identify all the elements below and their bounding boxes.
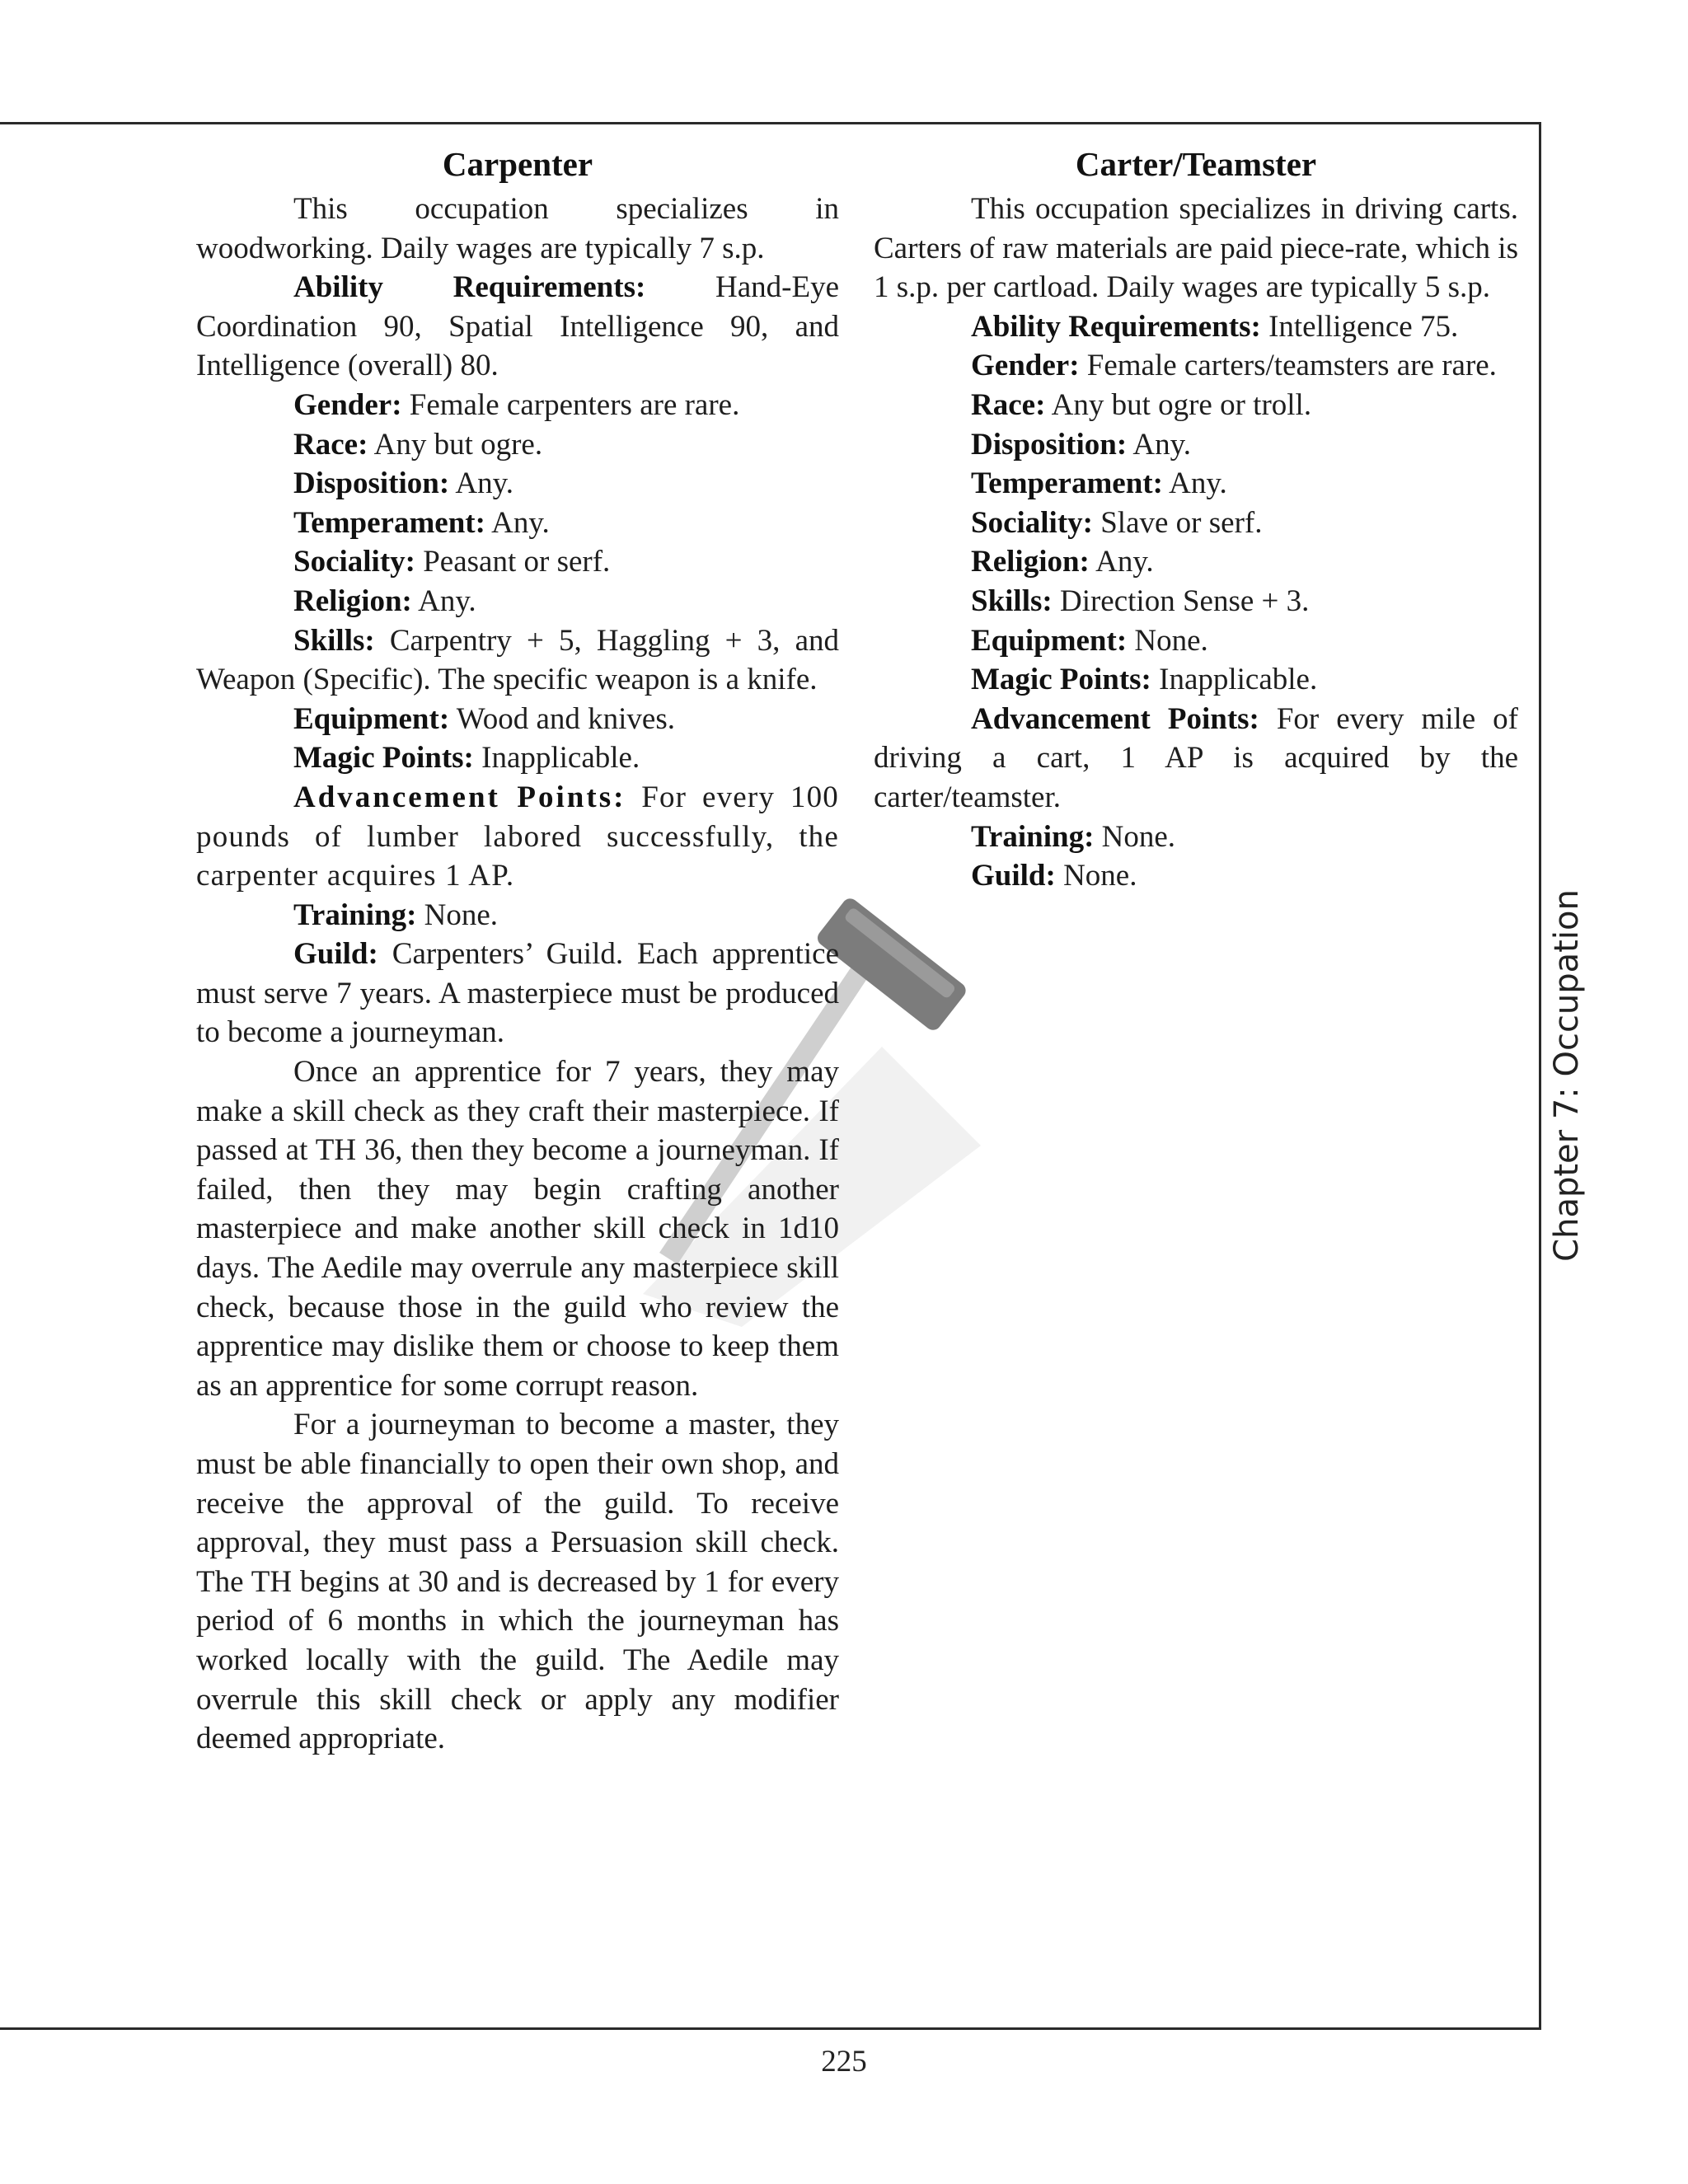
- disposition-label: Disposition:: [971, 427, 1128, 462]
- gender-label: Gender:: [293, 387, 402, 422]
- carpenter-equipment: Equipment: Wood and knives.: [293, 701, 675, 736]
- magic-label: Magic Points:: [971, 663, 1151, 697]
- guild-label: Guild:: [971, 859, 1056, 893]
- carter-ability: Ability Requirements: Intelligence 75.: [971, 309, 1459, 344]
- carpenter-section: [196, 142, 839, 1759]
- carpenter-advancement: Advancement Points: For every 100 pounds of lumber labored successfully, the carpenter acquires 1 AP.: [196, 780, 839, 893]
- ability-label: Ability Requirements:: [293, 270, 646, 305]
- page-number: 225: [821, 2045, 867, 2079]
- carter-skills: Skills: Direction Sense + 3.: [971, 583, 1310, 618]
- carpenter-gender: Gender: Female carpenters are rare.: [293, 387, 740, 422]
- carpenter-guild: Guild: Carpenters’ Guild. Each apprentice must serve 7 years. A masterpiece must be produced to become a journeyman.: [196, 937, 840, 1050]
- carter-intro: This occupation specializes in driving carts. Carters of raw materials are paid piece-rate, which is 1 s.p. per cartload. Daily wages are typically 5 s.p.: [874, 192, 1518, 305]
- disposition-label: Disposition:: [293, 466, 450, 501]
- carter-disposition: Disposition: Any.: [971, 427, 1191, 462]
- carter-title: Carter/Teamster: [1075, 145, 1317, 183]
- carter-magic: Magic Points: Inapplicable.: [971, 663, 1318, 697]
- carpenter-title: Carpenter: [442, 145, 593, 183]
- carpenter-temperament: Temperament: Any.: [293, 505, 550, 540]
- carpenter-ability: Ability Requirements: Hand-Eye Coordination 90, Spatial Intelligence 90, and Intelligence (overall) 80.: [196, 270, 840, 383]
- chapter-side-tab-label: Chapter 7: Occupation: [1548, 889, 1586, 1262]
- carter-race: Race: Any but ogre or troll.: [971, 387, 1312, 422]
- carpenter-master-paragraph: For a journeyman to become a master, they must be able financially to open their own shop, and receive the approval of the guild. To receive approval, they must pass a Persuasion skill check. The TH begins at 30 and is decreased by 1 for every period of 6 months in which the journeyman has worked locally with the guild. The Aedile may overrule this skill check or apply any modifier deemed appropriate.: [196, 1408, 839, 1756]
- page-frame-top-rule: [0, 122, 1541, 124]
- carter-religion: Religion: Any.: [971, 545, 1154, 579]
- sociality-label: Sociality:: [971, 505, 1093, 540]
- carpenter-magic: Magic Points: Inapplicable.: [293, 741, 640, 776]
- race-label: Race:: [293, 427, 368, 462]
- magic-label: Magic Points:: [293, 741, 474, 776]
- carpenter-sociality: Sociality: Peasant or serf.: [293, 545, 611, 579]
- carter-sociality: Sociality: Slave or serf.: [971, 505, 1263, 540]
- page-frame-right-rule: [1539, 122, 1541, 2030]
- carter-guild: Guild: None.: [971, 859, 1137, 893]
- carpenter-training: Training: None.: [293, 898, 499, 932]
- carpenter-intro: This occupation specializes in woodworking. Daily wages are typically 7 s.p.: [196, 192, 839, 265]
- temperament-label: Temperament:: [293, 505, 485, 540]
- carpenter-apprentice-paragraph: Once an apprentice for 7 years, they may make a skill check as they craft their masterpiece. If passed at TH 36, then they become a journeyman. If failed, then they may begin crafting another masterpiece and make another skill check in 1d10 days. The Aedile may overrule any masterpiece skill check, because those in the guild who review the apprentice may dislike them or choose to keep them as an apprentice for some corrupt reason.: [196, 1055, 839, 1403]
- carpenter-skills: Skills: Carpentry + 5, Haggling + 3, and Weapon (Specific). The specific weapon is a knife.: [196, 623, 839, 697]
- equipment-label: Equipment:: [293, 701, 450, 736]
- carter-advancement: Advancement Points: For every mile of driving a cart, 1 AP is acquired by the carter/teamster.: [874, 701, 1518, 814]
- carpenter-race: Race: Any but ogre.: [293, 427, 543, 462]
- skills-label: Skills:: [971, 583, 1053, 618]
- religion-label: Religion:: [971, 545, 1090, 579]
- carter-gender: Gender: Female carters/teamsters are rare.: [971, 349, 1497, 383]
- carpenter-religion: Religion: Any.: [293, 583, 476, 618]
- training-label: Training:: [293, 898, 417, 932]
- training-label: Training:: [971, 819, 1095, 854]
- carter-temperament: Temperament: Any.: [971, 466, 1227, 501]
- temperament-label: Temperament:: [971, 466, 1163, 501]
- gender-label: Gender:: [971, 349, 1080, 383]
- advancement-label: Advancement Points:: [971, 701, 1259, 736]
- guild-label: Guild:: [293, 937, 378, 972]
- page-frame-bottom-rule: [0, 2027, 1541, 2030]
- ability-label: Ability Requirements:: [971, 309, 1261, 344]
- race-label: Race:: [971, 387, 1046, 422]
- religion-label: Religion:: [293, 583, 412, 618]
- carpenter-disposition: Disposition: Any.: [293, 466, 513, 501]
- equipment-label: Equipment:: [971, 623, 1128, 658]
- carter-equipment: Equipment: None.: [971, 623, 1208, 658]
- skills-label: Skills:: [293, 623, 375, 658]
- chapter-side-tab: [1548, 889, 1586, 1262]
- advancement-label: Advancement Points:: [293, 780, 626, 814]
- carter-teamster-section: [874, 142, 1518, 896]
- sociality-label: Sociality:: [293, 545, 415, 579]
- carter-training: Training: None.: [971, 819, 1176, 854]
